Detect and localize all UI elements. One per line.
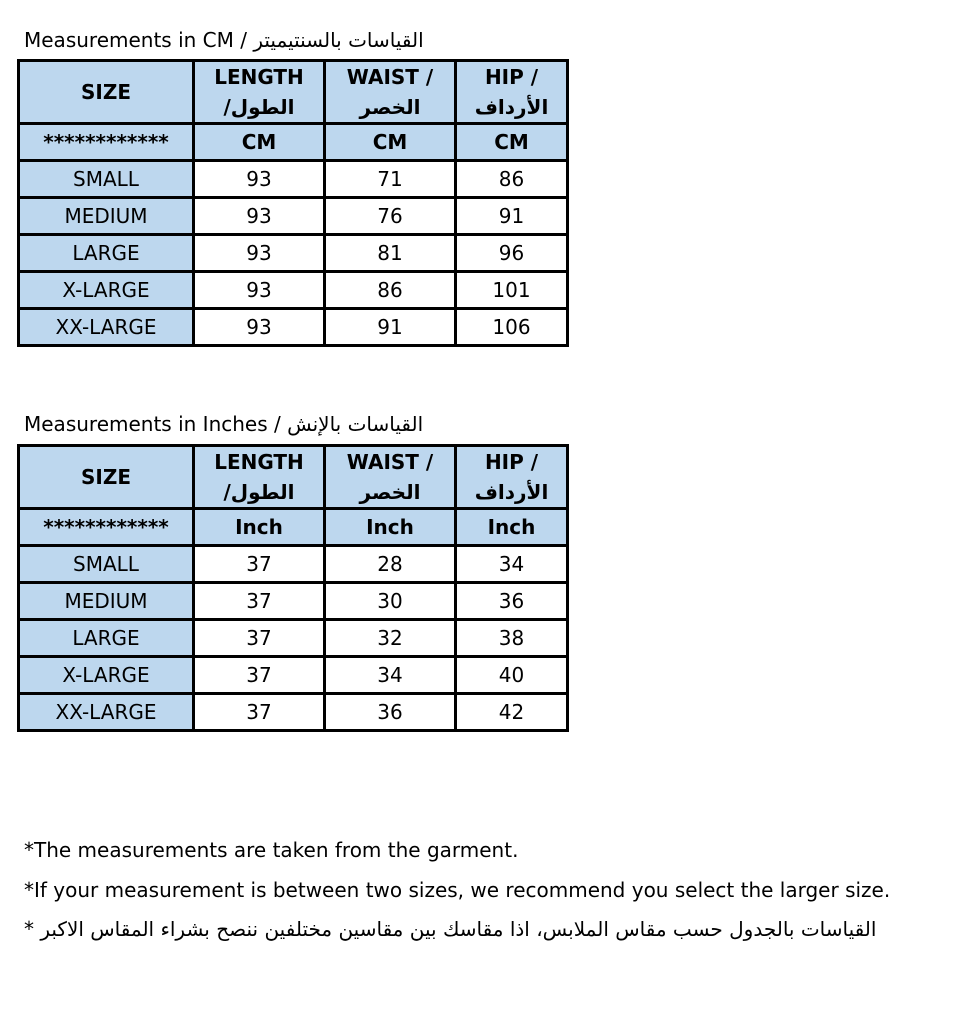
- length-value: 93: [194, 161, 325, 198]
- length-value: 93: [194, 272, 325, 309]
- inch-size-table: [17, 444, 569, 732]
- hip-value: 40: [456, 657, 568, 694]
- cm-table-caption: Measurements in CM / القياسات بالسنتيميتر: [24, 28, 424, 52]
- waist-value: 36: [325, 694, 456, 731]
- waist-value: 71: [325, 161, 456, 198]
- waist-value: 32: [325, 620, 456, 657]
- length-unit: Inch: [194, 509, 325, 546]
- cm-size-table: [17, 59, 569, 347]
- table-row: [19, 309, 568, 346]
- hip-value: 91: [456, 198, 568, 235]
- hip-value: 36: [456, 583, 568, 620]
- size-label: SMALL: [19, 546, 194, 583]
- inch-table-caption: Measurements in Inches / القياسات بالإنش: [24, 412, 424, 436]
- note-arabic: * القياسات بالجدول حسب مقاس الملابس، اذا مقاسك بين مقاسين مختلفين ننصح بشراء المقاس الاكبر: [24, 917, 877, 941]
- size-label: LARGE: [19, 620, 194, 657]
- table-row: [19, 161, 568, 198]
- cm-header-row: [19, 61, 568, 124]
- size-header: SIZE: [19, 446, 194, 509]
- table-row: [19, 620, 568, 657]
- length-value: 37: [194, 620, 325, 657]
- waist-header-en: WAIST /: [346, 65, 434, 89]
- waist-value: 76: [325, 198, 456, 235]
- table-row: [19, 198, 568, 235]
- hip-header-en: HIP /: [484, 65, 539, 89]
- size-label: XX-LARGE: [19, 309, 194, 346]
- inch-unit-row: [19, 509, 568, 546]
- table-row: [19, 583, 568, 620]
- table-row: [19, 694, 568, 731]
- hip-value: 34: [456, 546, 568, 583]
- waist-header: [325, 61, 456, 124]
- waist-unit: Inch: [325, 509, 456, 546]
- waist-value: 81: [325, 235, 456, 272]
- waist-value: 34: [325, 657, 456, 694]
- length-header-ar: الطول/: [223, 95, 295, 119]
- waist-header: [325, 446, 456, 509]
- table-row: [19, 657, 568, 694]
- inch-header-row: [19, 446, 568, 509]
- waist-header-ar: الخصر: [359, 480, 421, 504]
- size-label: MEDIUM: [19, 583, 194, 620]
- length-value: 93: [194, 235, 325, 272]
- waist-value: 91: [325, 309, 456, 346]
- length-unit: CM: [194, 124, 325, 161]
- length-header-en: LENGTH: [214, 450, 304, 474]
- size-label: MEDIUM: [19, 198, 194, 235]
- length-value: 37: [194, 657, 325, 694]
- length-header-en: LENGTH: [214, 65, 304, 89]
- length-value: 37: [194, 583, 325, 620]
- size-header: SIZE: [19, 61, 194, 124]
- hip-unit: CM: [456, 124, 568, 161]
- size-label: XX-LARGE: [19, 694, 194, 731]
- length-value: 93: [194, 198, 325, 235]
- waist-header-ar: الخصر: [359, 95, 421, 119]
- cm-unit-row: [19, 124, 568, 161]
- size-label: X-LARGE: [19, 272, 194, 309]
- length-value: 93: [194, 309, 325, 346]
- hip-header-en: HIP /: [484, 450, 539, 474]
- size-label: X-LARGE: [19, 657, 194, 694]
- hip-value: 38: [456, 620, 568, 657]
- length-value: 37: [194, 546, 325, 583]
- unit-placeholder: ************: [19, 124, 194, 161]
- length-value: 37: [194, 694, 325, 731]
- hip-header-ar: الأرداف: [474, 95, 549, 119]
- waist-value: 86: [325, 272, 456, 309]
- size-label: SMALL: [19, 161, 194, 198]
- hip-header-ar: الأرداف: [474, 480, 549, 504]
- table-row: [19, 546, 568, 583]
- hip-value: 42: [456, 694, 568, 731]
- unit-placeholder: ************: [19, 509, 194, 546]
- waist-value: 30: [325, 583, 456, 620]
- hip-header: [456, 446, 568, 509]
- note-between-sizes: *If your measurement is between two sizes, we recommend you select the larger size.: [24, 878, 891, 902]
- waist-value: 28: [325, 546, 456, 583]
- table-row: [19, 235, 568, 272]
- length-header-ar: الطول/: [223, 480, 295, 504]
- waist-unit: CM: [325, 124, 456, 161]
- size-label: LARGE: [19, 235, 194, 272]
- note-garment-measurements: *The measurements are taken from the garment.: [24, 838, 519, 862]
- length-header: [194, 446, 325, 509]
- hip-value: 101: [456, 272, 568, 309]
- waist-header-en: WAIST /: [346, 450, 434, 474]
- hip-unit: Inch: [456, 509, 568, 546]
- table-row: [19, 272, 568, 309]
- hip-value: 96: [456, 235, 568, 272]
- length-header: [194, 61, 325, 124]
- hip-header: [456, 61, 568, 124]
- hip-value: 106: [456, 309, 568, 346]
- hip-value: 86: [456, 161, 568, 198]
